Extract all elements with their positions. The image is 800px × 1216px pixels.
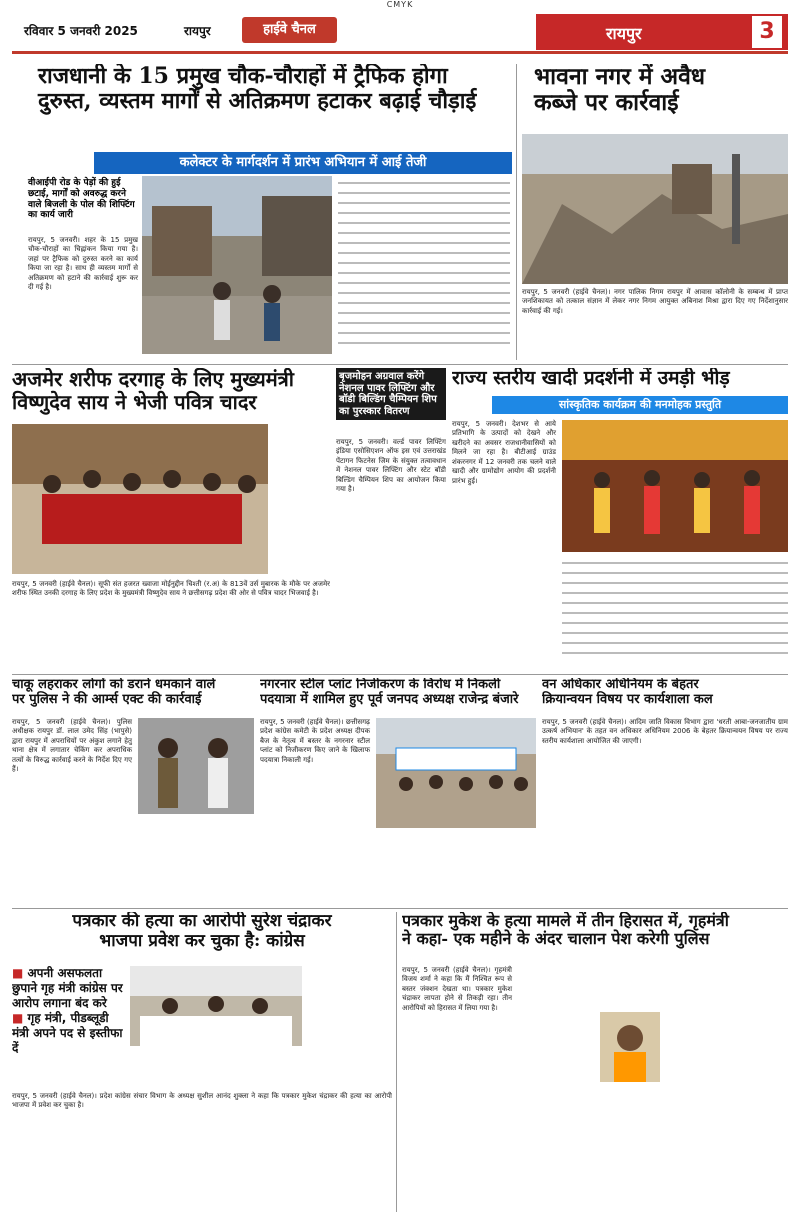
story-congress-photo <box>130 966 302 1046</box>
story-home-minister <box>402 912 788 1212</box>
headline-line: पत्रकार की हत्या का आरोपी सुरेश चंद्राकर <box>72 912 332 931</box>
story-khadi-headline: राज्य स्तरीय खादी प्रदर्शनी में उमड़ी भीड़ <box>452 368 730 389</box>
story-traffic <box>12 64 512 360</box>
story-encroachment-headline <box>522 64 788 117</box>
page-number: 3 <box>752 16 782 48</box>
story-chadar <box>12 368 330 670</box>
headline-line: विष्णुदेव साय ने भेजी पवित्र चादर <box>12 390 257 414</box>
story-forest-rights-body: रायपुर, 5 जनवरी (हाईवे चैनल)। आदिम जाति विकास विभाग द्वारा 'धरती आबा-जनजातीय ग्राम उत्कर्ष अभियान' के तहत वन अधिकार अधिनियम 2006 के बेहतर क्रियान्वयन विषय पर राज्य स्तरीय कार्यशाला आयोजित की जाएगी। <box>542 718 788 745</box>
story-home-minister-photo <box>600 1012 660 1082</box>
story-traffic-band: कलेक्टर के मार्गदर्शन में प्रारंभ अभियान में आई तेजी <box>94 152 512 174</box>
cmyk-marker: CMYK <box>386 0 414 9</box>
story-powerlifting-headline: बृजमोहन अग्रवाल करेंगे नेशनल पावर लिफ्टिंग और बॉडी बिल्डिंग चैम्पियन शिप का पुरस्कार वितरण <box>336 368 446 420</box>
headline-line: नगरनार स्टील प्लांट निजीकरण के विरोध में निकली <box>260 678 501 692</box>
masthead <box>12 14 788 54</box>
section-city: रायपुर <box>606 24 642 43</box>
story-arms-act-body: रायपुर, 5 जनवरी (हाईवे चैनल)। पुलिस अधीक्षक रायपुर डॉ. लाल उमेद सिंह (भापुसे) द्वारा रायपुर में अपराधियों पर अंकुश लगाने हेतु थाना क्षेत्र में लगातार चेकिंग कर अपराधिक तत्वों के विरुद्ध कार्रवाई करने के निर्देश दिए गए हैं। <box>12 718 132 774</box>
story-nagarnar-body: रायपुर, 5 जनवरी (हाईवे चैनल)। छत्तीसगढ़ प्रदेश कांग्रेस कमेटी के प्रदेश अध्यक्ष दीपक बैज के नेतृत्व में बस्तर के नगरनार स्टील प्लांट को निजीकरण किए जाने के खिलाफ पदयात्रा निकाली गई। <box>260 718 370 764</box>
police-photo-graphic <box>138 718 254 814</box>
bullet-item: ■ अपनी असफलता छुपाने गृह मंत्री कांग्रेस पर आरोप लगाना बंद करे <box>12 966 124 1011</box>
story-nagarnar-headline <box>260 678 536 708</box>
story-khadi-body: रायपुर, 5 जनवरी। देशभर से आये प्रतिभागि के उत्पादों को देखने और खरीदने का अवसर राजधानीवासियों को मिलने जा रहा है। बीटीआई ग्राउंड शंकरनगर में 12 जनवरी तक चलने वाले खादी और ग्रामोद्योग आयोग की प्रदर्शनी प्रारंभ हुई। <box>452 420 556 485</box>
headline-line: राजधानी के 15 प्रमुख चौक-चौराहों में ट्रैफिक होगा <box>38 64 448 89</box>
story-traffic-body: रायपुर, 5 जनवरी। शहर के 15 प्रमुख चौक-चौराहों का चिह्नांकन किया गया है। जहां पर ट्रैफिक को दुरुस्त करने का कार्य किया जा रहा है। साथ ही व्यस्तम मार्गों से अतिक्रमण को हटाने की कार्रवाई शुरू कर दी गई है। <box>28 236 138 292</box>
headline-line: पर पुलिस ने की आर्म्स एक्ट की कार्रवाई <box>12 691 202 707</box>
story-traffic-headline <box>12 64 512 115</box>
story-chadar-body: रायपुर, 5 जनवरी (हाईवे चैनल)। सूफी संत हजरत ख्वाजा मोईनुद्दीन चिश्ती (र.अ) के 813वें उर्स मुबारक के मौके पर अजमेर शरीफ स्थित उनकी दरगाह के लिए प्रदेश के मुख्यमंत्री विष्णुदेव साय ने छत्तीसगढ़ प्रदेश की ओर से पवित्र चादर भिजवाई है। <box>12 580 330 598</box>
story-khadi <box>452 368 788 670</box>
story-khadi-col2 <box>562 558 788 666</box>
brand-logo: हाईवे चैनल <box>242 17 337 43</box>
story-chadar-headline <box>12 368 330 414</box>
headline-line: ने कहा- एक महीने के अंदर चालान पेश करेगी पुलिस <box>402 929 710 949</box>
story-encroachment-photo <box>522 134 788 284</box>
group-photo-graphic <box>12 424 268 574</box>
story-powerlifting <box>336 368 446 670</box>
rally-photo-graphic <box>376 718 536 828</box>
headline-line: पत्रकार मुकेश के हत्या मामले में तीन हिरासत में, गृहमंत्री <box>402 912 729 930</box>
headline-line: क्रियान्वयन विषय पर कार्यशाला कल <box>542 691 713 707</box>
headline-line: भावना नगर में अवैध <box>534 64 706 90</box>
story-arms-act-photo <box>138 718 254 814</box>
story-encroachment <box>522 64 788 360</box>
story-nagarnar-photo <box>376 718 536 828</box>
headline-line: अजमेर शरीफ दरगाह के लिए मुख्यमंत्री <box>12 368 294 391</box>
bullet-item: ■ गृह मंत्री, पीडब्लूडी मंत्री अपने पद से इस्तीफा दें <box>12 1011 124 1056</box>
story-traffic-subhead: वीआईपी रोड के पेड़ों की हुई छटाई, मार्गों को अवरुद्ध करने वाले बिजली के पोल की शिफ्टिंग का कार्य जारी <box>28 178 135 221</box>
story-nagarnar <box>260 678 536 904</box>
story-home-minister-headline <box>402 912 788 949</box>
story-forest-rights <box>542 678 788 904</box>
story-congress-bullets <box>12 966 124 1056</box>
story-khadi-photo <box>562 420 788 552</box>
headline-line: पदयात्रा में शामिल हुए पूर्व जनपद अध्यक्ष राजेन्द्र बंजारे <box>260 691 519 707</box>
issue-date: रविवार 5 जनवरी 2025 <box>24 24 138 38</box>
story-powerlifting-body: रायपुर, 5 जनवरी। वर्ल्ड पावर लिफ्टिंग इंडिया एसोसिएशन ऑफ इस एवं उत्तराखंड पेंटागन फिटनेस जिम के संयुक्त तत्वावधान में नेशनल पावर लिफ्टिंग और स्टेट बॉडी बिल्डिंग चैम्पियन शिप का आयोजन किया गया है। <box>336 438 446 494</box>
story-forest-rights-headline <box>542 678 788 708</box>
story-congress-headline <box>12 912 392 951</box>
press-conference-photo-graphic <box>130 966 302 1046</box>
story-arms-act-headline <box>12 678 254 708</box>
street-photo-graphic <box>142 176 332 354</box>
edition-city: रायपुर <box>184 24 211 38</box>
story-traffic-photo <box>142 176 332 354</box>
headline-line: वन अधिकार अधिनियम के बेहतर <box>542 678 699 692</box>
headline-line: कब्जे पर कार्रवाई <box>534 89 679 117</box>
story-arms-act <box>12 678 254 904</box>
headline-line: दुरुस्त, व्यस्तम मार्गों से अतिक्रमण हटाकर बढ़ाई चौड़ाई <box>38 88 477 115</box>
story-chadar-photo <box>12 424 268 574</box>
story-home-minister-body: रायपुर, 5 जनवरी (हाईवे चैनल)। गृहमंत्री विजय शर्मा ने कहा कि मैं निश्चित रूप से बस्तर जंक्शन देखता था। पत्रकार मुकेश चंद्राकर लापता होने से तिकड़ी रहा। तीन आरोपियों को हिरासत में लिया गया है। <box>402 966 512 1012</box>
dance-photo-graphic <box>562 420 788 552</box>
section-banner <box>536 14 788 50</box>
headline-line: भाजपा प्रवेश कर चुका है: कांग्रेस <box>99 930 305 951</box>
story-congress-body: रायपुर, 5 जनवरी (हाईवे चैनल)। प्रदेश कांग्रेस संचार विभाग के अध्यक्ष सुशील आनंद शुक्ला ने कहा कि पत्रकार मुकेश चंद्राकर की हत्या का आरोपी भाजपा में प्रवेश कर चुका है। <box>12 1092 392 1110</box>
story-encroachment-body: रायपुर, 5 जनवरी (हाईवे चैनल)। नगर पालिक निगम रायपुर में आवास कॉलोनी के सम्बन्ध में प्राप्त जनशिकायत को तत्काल संज्ञान में लेकर नगर निगम आयुक्त अबिनाश मिश्रा द्वारा दिए गए निर्देशानुसार कार्रवाई की गई। <box>522 288 788 315</box>
story-khadi-band: सांस्कृतिक कार्यक्रम की मनमोहक प्रस्तुति <box>492 396 788 414</box>
story-congress <box>12 912 392 1212</box>
headline-line: चाकू लहराकर लोगों को डराने धमकाने वाले <box>12 678 216 692</box>
demolition-photo-graphic <box>522 134 788 284</box>
story-traffic-col2 <box>338 178 510 354</box>
portrait-graphic <box>600 1012 660 1082</box>
